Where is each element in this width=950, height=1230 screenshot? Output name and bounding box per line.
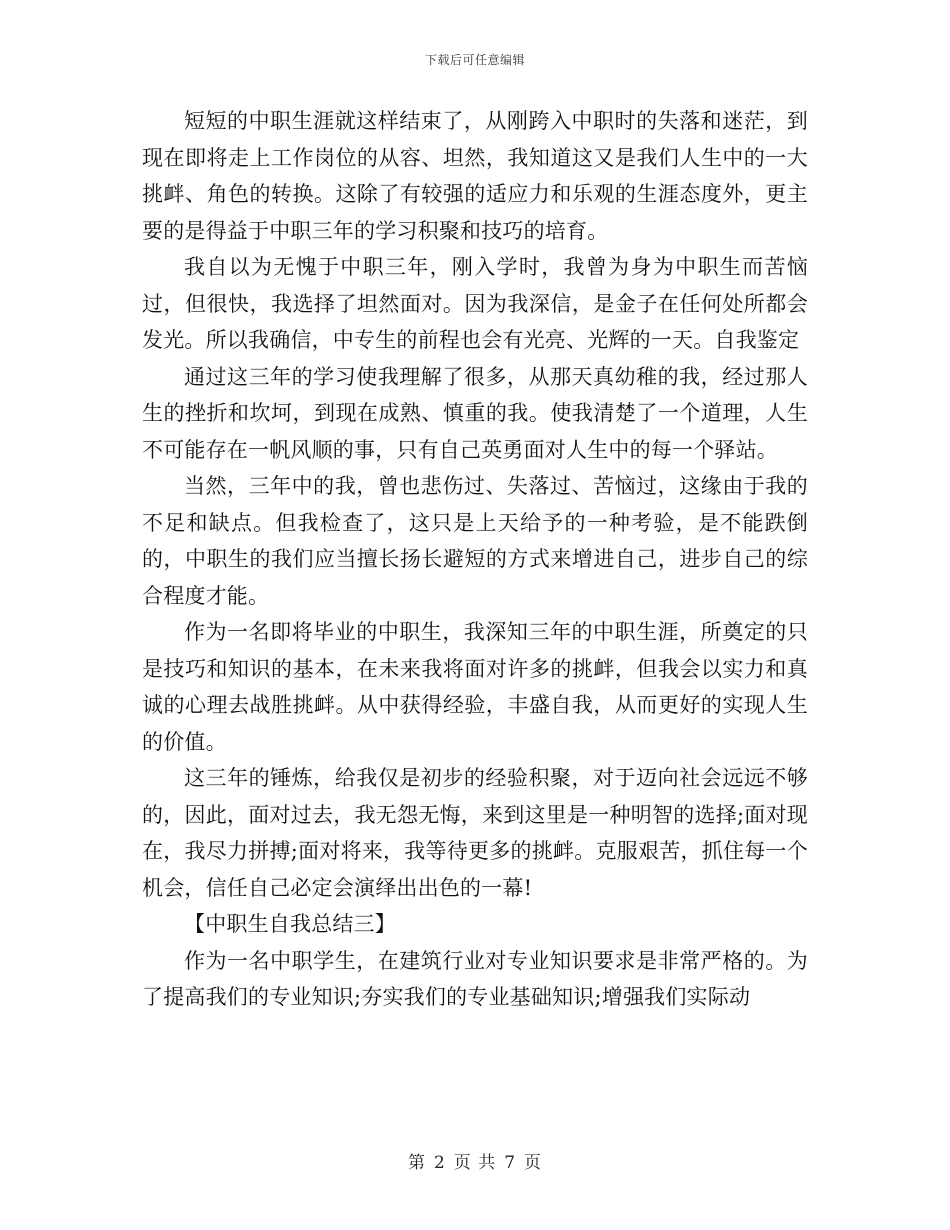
paragraph-5: 作为一名即将毕业的中职生，我深知三年的中职生涯，所奠定的只是技巧和知识的基本，在未来我将面对许多的挑衅，但我会以实力和真诚的心理去战胜挑衅。从中获得经验，丰盛自我，从而更好的实现人生的价值。: [142, 620, 808, 754]
paragraph-2: 我自以为无愧于中职三年，刚入学时，我曾为身为中职生而苦恼过，但很快，我选择了坦然面对。因为我深信，是金子在任何处所都会发光。所以我确信，中专生的前程也会有光亮、光辉的一天。自我鉴定: [142, 255, 808, 352]
document-body: [142, 103, 808, 1016]
footer-suffix: 页: [524, 1153, 543, 1173]
page-footer: [0, 1148, 950, 1173]
footer-total-pages: 7: [504, 1153, 517, 1173]
paragraph-4: 当然，三年中的我，曾也悲伤过、失落过、苦恼过，这缘由于我的不足和缺点。但我检查了，这只是上天给予的一种考验，是不能跌倒的，中职生的我们应当擅长扬长避短的方式来增进自己，进步自己的综合程度才能。: [142, 474, 808, 608]
paragraph-3: 通过这三年的学习使我理解了很多，从那天真幼稚的我，经过那人生的挫折和坎坷，到现在成熟、慎重的我。使我清楚了一个道理，人生不可能存在一帆风顺的事，只有自己英勇面对人生中的每一个驿站。: [142, 364, 808, 462]
paragraph-1: 短短的中职生涯就这样结束了，从刚跨入中职时的失落和迷茫，到现在即将走上工作岗位的从容、坦然，我知道这又是我们人生中的一大挑衅、角色的转换。这除了有较强的适应力和乐观的生涯态度外，更主要的是得益于中职三年的学习积聚和技巧的培育。: [142, 109, 808, 243]
footer-middle: 页 共: [453, 1153, 497, 1173]
section-heading: 【中职生自我总结三】: [184, 912, 396, 936]
paragraph-6: 这三年的锤炼，给我仅是初步的经验积聚，对于迈向社会远远不够的，因此，面对过去，我无怨无悔，来到这里是一种明智的选择;面对现在，我尽力拼搏;面对将来，我等待更多的挑衅。克服艰苦，抓住每一个机会，信任自己必定会演绎出出色的一幕!: [142, 766, 808, 900]
paragraph-7: 作为一名中职学生，在建筑行业对专业知识要求是非常严格的。为了提高我们的专业知识;夯实我们的专业基础知识;增强我们实际动: [142, 948, 808, 1009]
footer-prefix: 第: [407, 1153, 426, 1173]
footer-current-page: 2: [433, 1153, 446, 1173]
page-header: 下载后可任意编辑: [424, 53, 525, 67]
